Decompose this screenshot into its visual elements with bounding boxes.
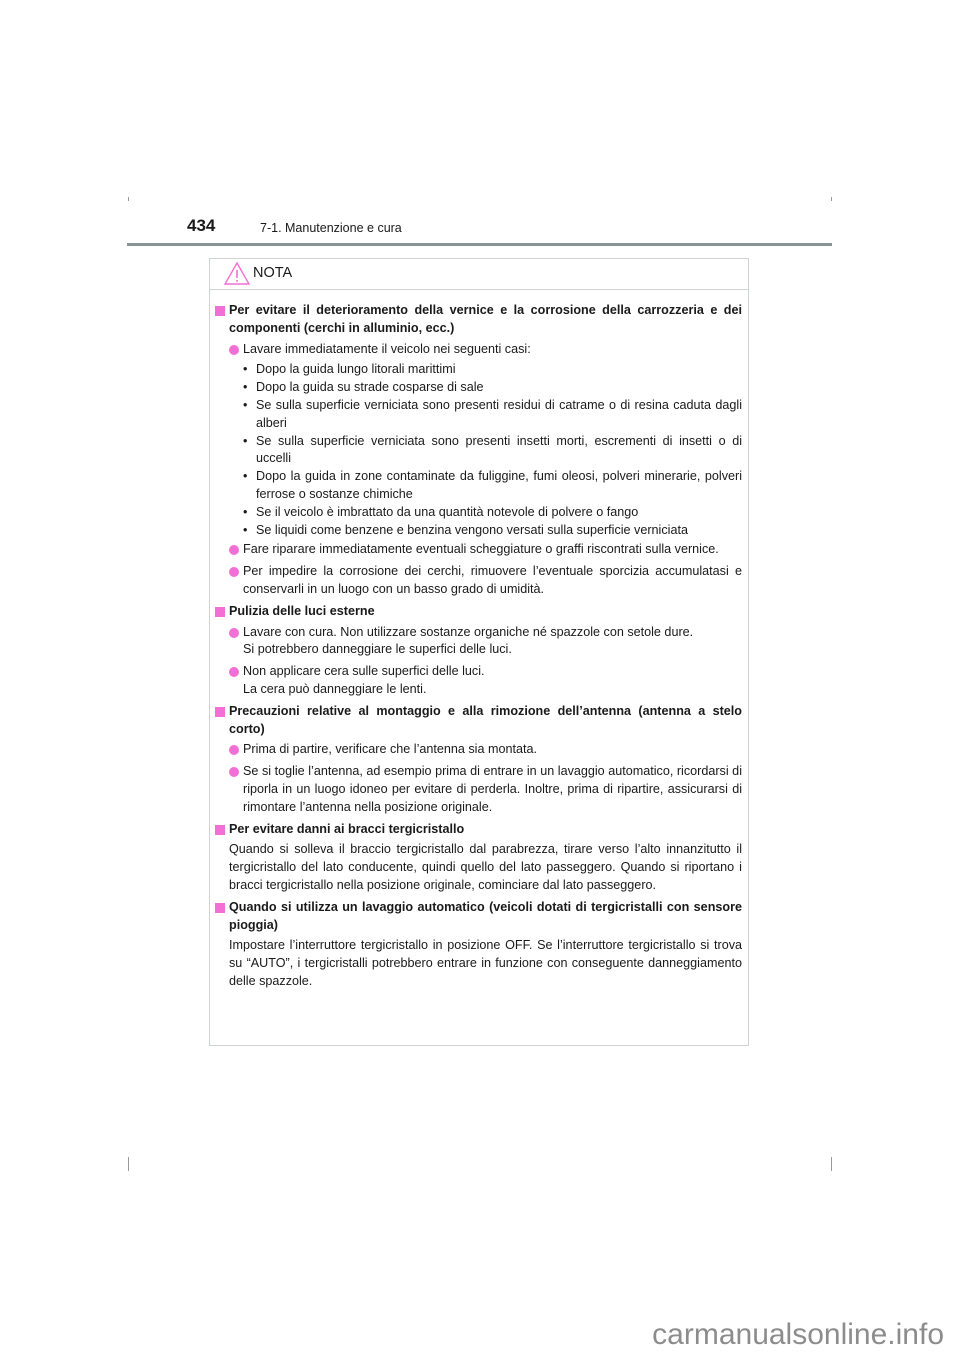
header-divider xyxy=(127,243,832,246)
bullet-text: Lavare immediatamente il veicolo nei seguenti casi: xyxy=(243,341,531,356)
section-heading xyxy=(215,703,742,739)
section-heading xyxy=(215,899,742,935)
sub-list-item: • Dopo la guida su strade cosparse di sale xyxy=(243,379,742,397)
section-title: 7-1. Manutenzione e cura xyxy=(260,221,402,235)
bullet-text: Prima di partire, verificare che l’antenna sia montata. xyxy=(243,742,537,757)
crop-mark xyxy=(128,1157,129,1171)
bullet-item xyxy=(215,763,742,816)
watermark: carmanualsonline.info xyxy=(652,1318,944,1351)
circle-bullet-icon xyxy=(229,745,239,755)
section-heading xyxy=(215,603,742,621)
heading-text: Precauzioni relative al montaggio e alla rimozione dell’antenna (antenna a stelo corto) xyxy=(229,703,742,736)
bullet-item xyxy=(215,541,742,559)
circle-bullet-icon xyxy=(229,567,239,577)
sub-list-item: • Se liquidi come benzene e benzina vengono versati sulla superficie verniciata xyxy=(243,522,742,540)
circle-bullet-icon xyxy=(229,545,239,555)
circle-bullet-icon xyxy=(229,667,239,677)
heading-text: Quando si utilizza un lavaggio automatico (veicoli dotati di tergicristalli con sensore pioggia) xyxy=(229,899,742,932)
sub-list xyxy=(215,361,742,539)
sub-list-item: • Se sulla superficie verniciata sono presenti residui di catrame o di resina caduta dagli alberi xyxy=(243,397,742,433)
note-title: NOTA xyxy=(253,265,293,281)
bullet-text: Non applicare cera sulle superfici delle luci. xyxy=(243,664,485,679)
circle-bullet-icon xyxy=(229,767,239,777)
bullet-item xyxy=(215,563,742,599)
bullet-text: Lavare con cura. Non utilizzare sostanze organiche né spazzole con setole dure. xyxy=(243,624,694,639)
bullet-item xyxy=(215,341,742,359)
sub-list-item: • Dopo la guida lungo litorali marittimi xyxy=(243,361,742,379)
circle-bullet-icon xyxy=(229,345,239,355)
section-paragraph: Impostare l’interruttore tergicristallo in posizione OFF. Se l’interruttore tergicristallo si trova su “AUTO”, i tergicristalli potrebbero entrare in funzione con conseguente danneggiamento delle spazzole. xyxy=(229,938,742,988)
bullet-text-continued: Si potrebbero danneggiare le superfici delle luci. xyxy=(243,642,512,657)
section-heading xyxy=(215,302,742,338)
crop-mark xyxy=(831,1157,832,1171)
section-heading xyxy=(215,821,742,839)
page-number: 434 xyxy=(187,216,216,235)
sub-list-item: • Se sulla superficie verniciata sono presenti insetti morti, escrementi di insetti o di uccelli xyxy=(243,433,742,469)
bullet-item xyxy=(215,624,742,660)
sub-list-item: • Se il veicolo è imbrattato da una quantità notevole di polvere o fango xyxy=(243,504,742,522)
heading-text: Pulizia delle luci esterne xyxy=(229,603,375,618)
bullet-text-continued: La cera può danneggiare le lenti. xyxy=(243,681,427,696)
circle-bullet-icon xyxy=(229,628,239,638)
section-paragraph: Quando si solleva il braccio tergicristallo dal parabrezza, tirare verso l’alto innanzitutto il tergicristallo del lato conducente, quindi quello del lato passeggero. Quando si riportano i bracci tergicristallo nella posizione originale, cominciare dal lato passeggero. xyxy=(229,842,742,892)
note-header xyxy=(210,259,748,290)
heading-text: Per evitare danni ai bracci tergicristallo xyxy=(229,821,465,836)
warning-triangle-icon xyxy=(224,262,250,285)
bullet-text: Se si toglie l’antenna, ad esempio prima di entrare in un lavaggio automatico, ricordarsi di riporla in un luogo idoneo per evitare di perderla. Inoltre, prima di ripartire, assicurarsi di rimontare l’antenna nella posizione originale. xyxy=(243,764,742,814)
bullet-text: Fare riparare immediatamente eventuali scheggiature o graffi riscontrati sulla vernice. xyxy=(243,542,719,557)
note-content xyxy=(210,290,748,991)
bullet-item xyxy=(215,663,742,699)
bullet-text: Per impedire la corrosione dei cerchi, rimuovere l’eventuale sporcizia accumulatasi e conservarli in un luogo con un basso grado di umidità. xyxy=(243,564,742,596)
square-bullet-icon xyxy=(215,825,225,835)
crop-mark xyxy=(831,197,832,201)
note-box xyxy=(209,258,749,1046)
square-bullet-icon xyxy=(215,707,225,717)
crop-mark xyxy=(128,197,129,201)
square-bullet-icon xyxy=(215,607,225,617)
heading-text: Per evitare il deterioramento della vernice e la corrosione della carrozzeria e dei componenti (cerchi in alluminio, ecc.) xyxy=(229,303,742,335)
bullet-item xyxy=(215,741,742,759)
square-bullet-icon xyxy=(215,903,225,913)
square-bullet-icon xyxy=(215,306,225,316)
sub-list-item: • Dopo la guida in zone contaminate da fuliggine, fumi oleosi, polveri minerarie, polveri ferrose o sostanze chimiche xyxy=(243,468,742,504)
